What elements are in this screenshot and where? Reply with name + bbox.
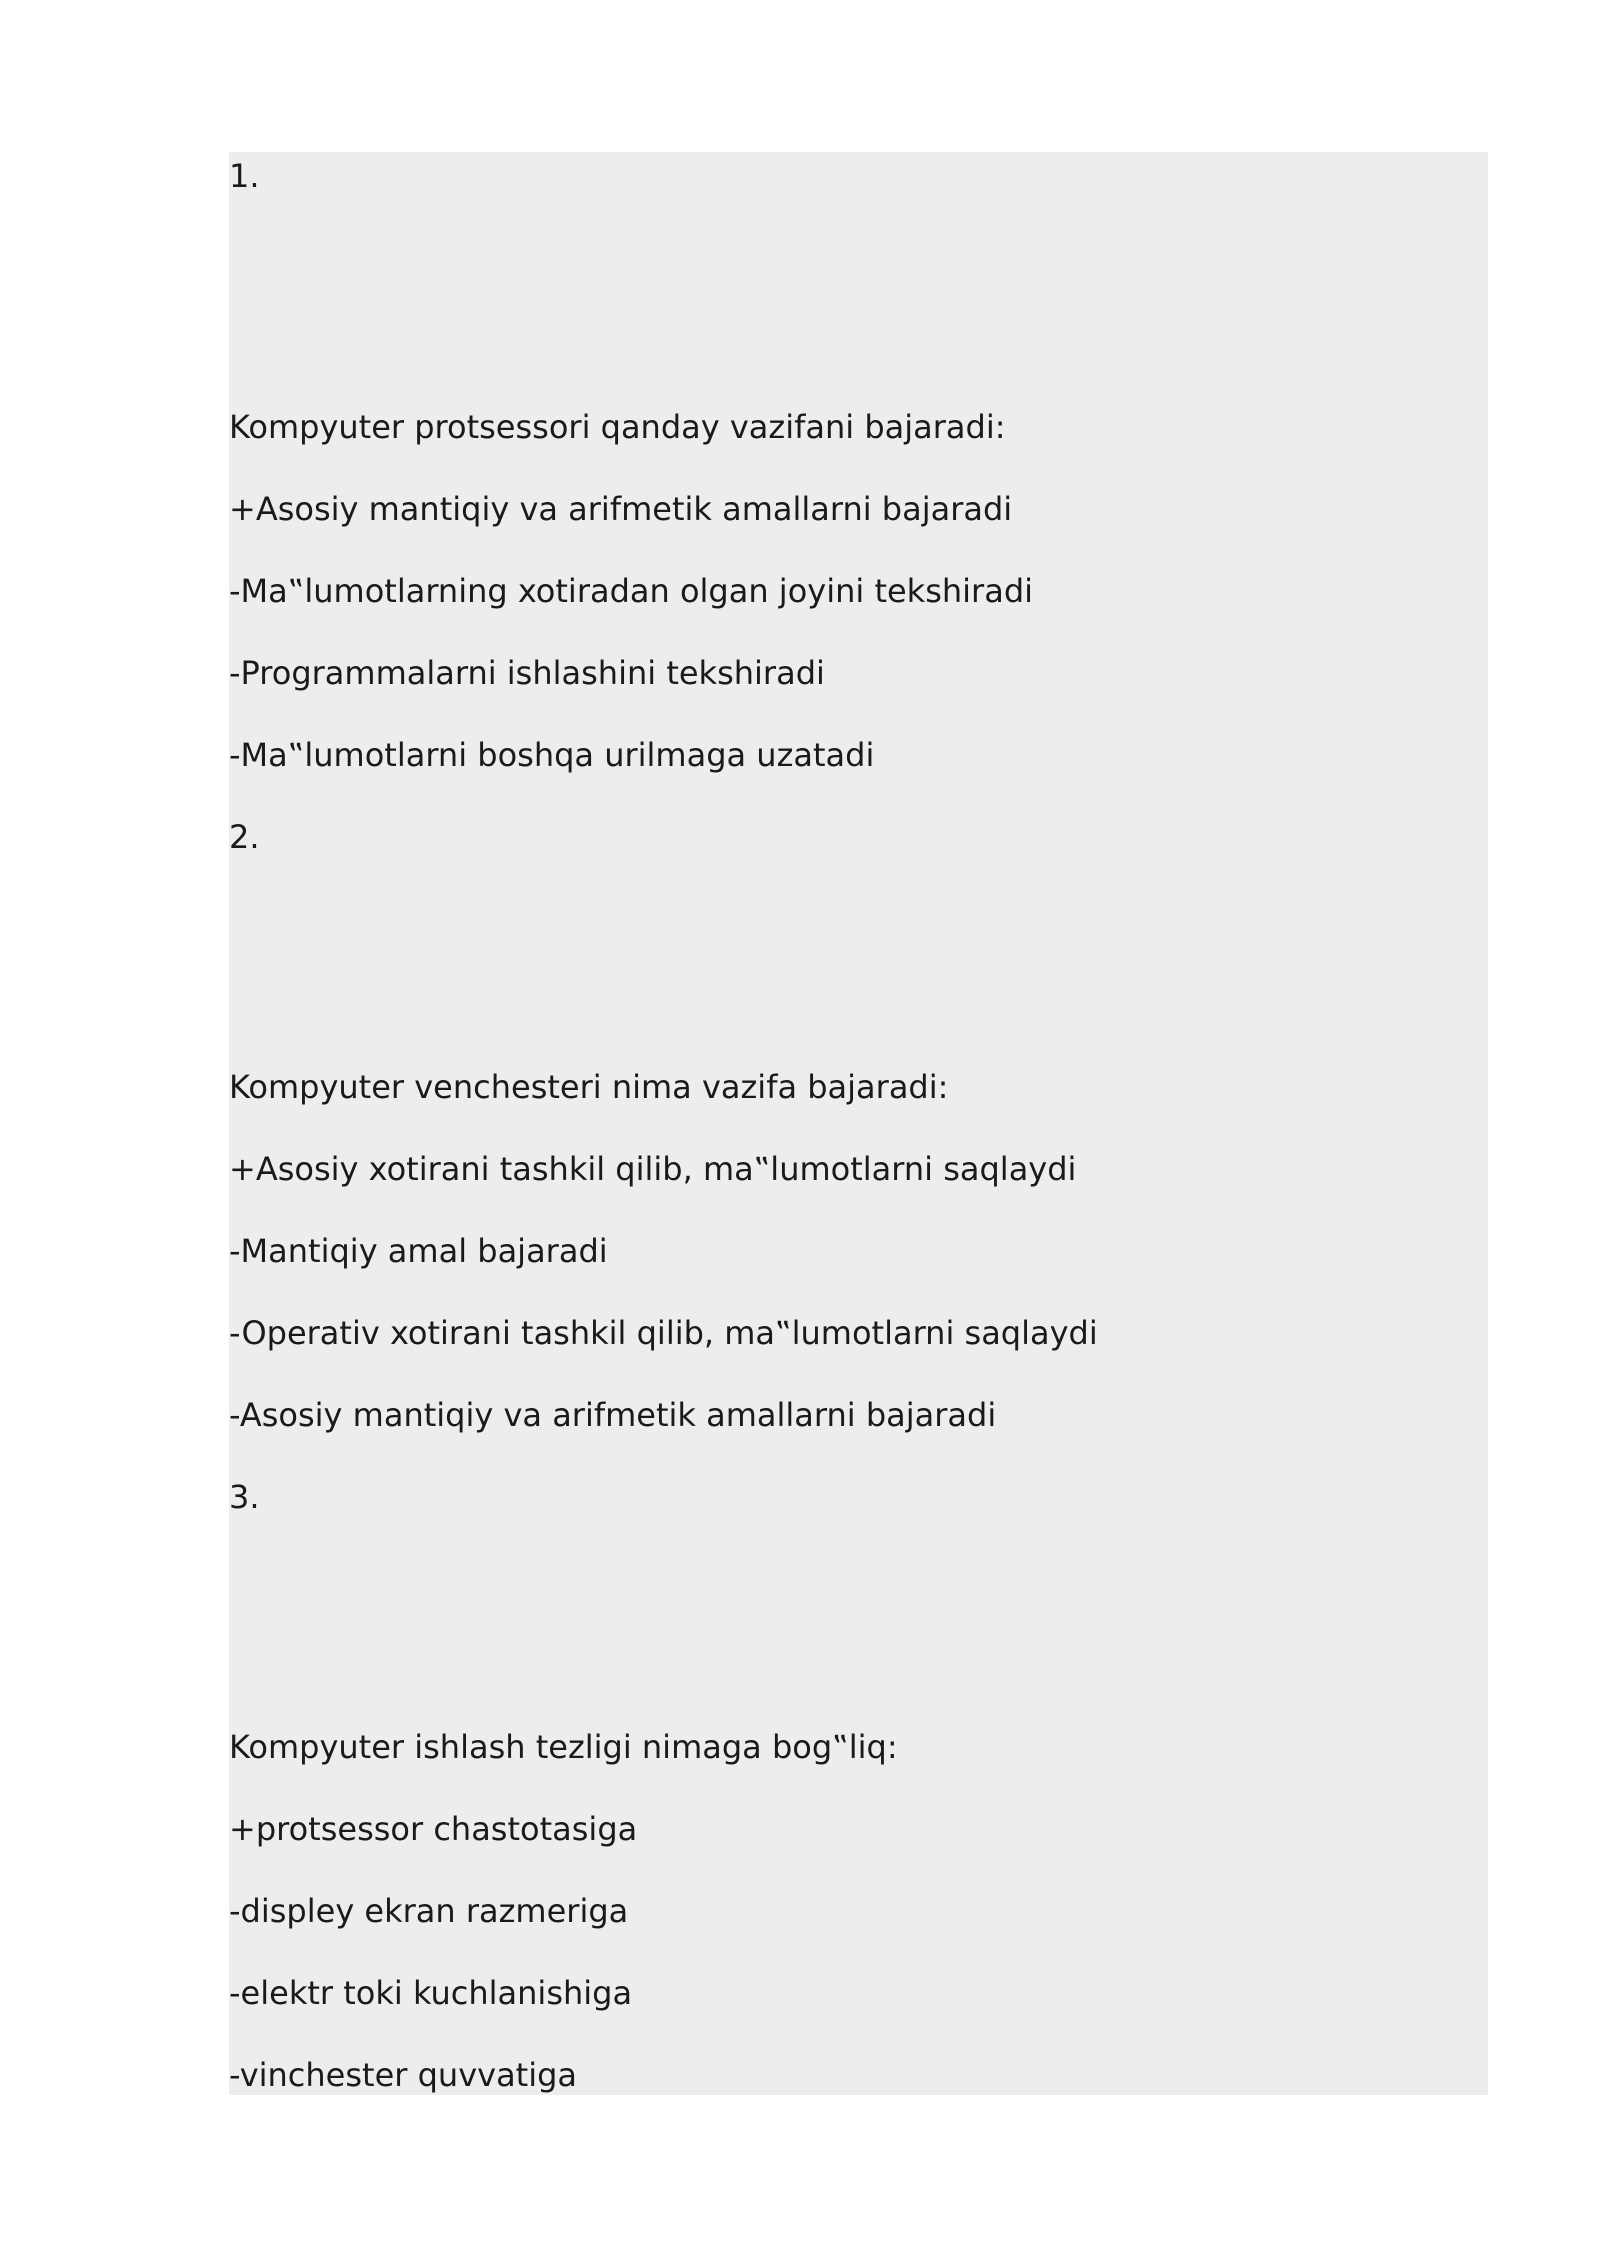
question-number: 2. — [229, 818, 260, 856]
answer-option: -vinchester quvvatiga — [229, 2056, 578, 2094]
answer-option: +protsessor chastotasiga — [229, 1810, 638, 1848]
answer-option: -elektr toki kuchlanishiga — [229, 1974, 633, 2012]
answer-option: -Operativ xotirani tashkil qilib, ma‟lumotlarni saqlaydi — [229, 1314, 1098, 1352]
answer-option: +Asosiy xotirani tashkil qilib, ma‟lumotlarni saqlaydi — [229, 1150, 1077, 1188]
question-number: 3. — [229, 1478, 260, 1516]
answer-option: +Asosiy mantiqiy va arifmetik amallarni bajaradi — [229, 490, 1013, 528]
answer-option: -Ma‟lumotlarning xotiradan olgan joyini tekshiradi — [229, 572, 1034, 610]
question-text: Kompyuter ishlash tezligi nimaga bog‟liq: — [229, 1728, 898, 1766]
answer-option: -Asosiy mantiqiy va arifmetik amallarni bajaradi — [229, 1396, 997, 1434]
question-text: Kompyuter protsessori qanday vazifani bajaradi: — [229, 408, 1006, 446]
answer-option: -Programmalarni ishlashini tekshiradi — [229, 654, 825, 692]
answer-option: -Mantiqiy amal bajaradi — [229, 1232, 608, 1270]
answer-option: -Ma‟lumotlarni boshqa urilmaga uzatadi — [229, 736, 875, 774]
question-number: 1. — [229, 157, 260, 195]
question-text: Kompyuter venchesteri nima vazifa bajaradi: — [229, 1068, 949, 1106]
answer-option: -displey ekran razmeriga — [229, 1892, 629, 1930]
